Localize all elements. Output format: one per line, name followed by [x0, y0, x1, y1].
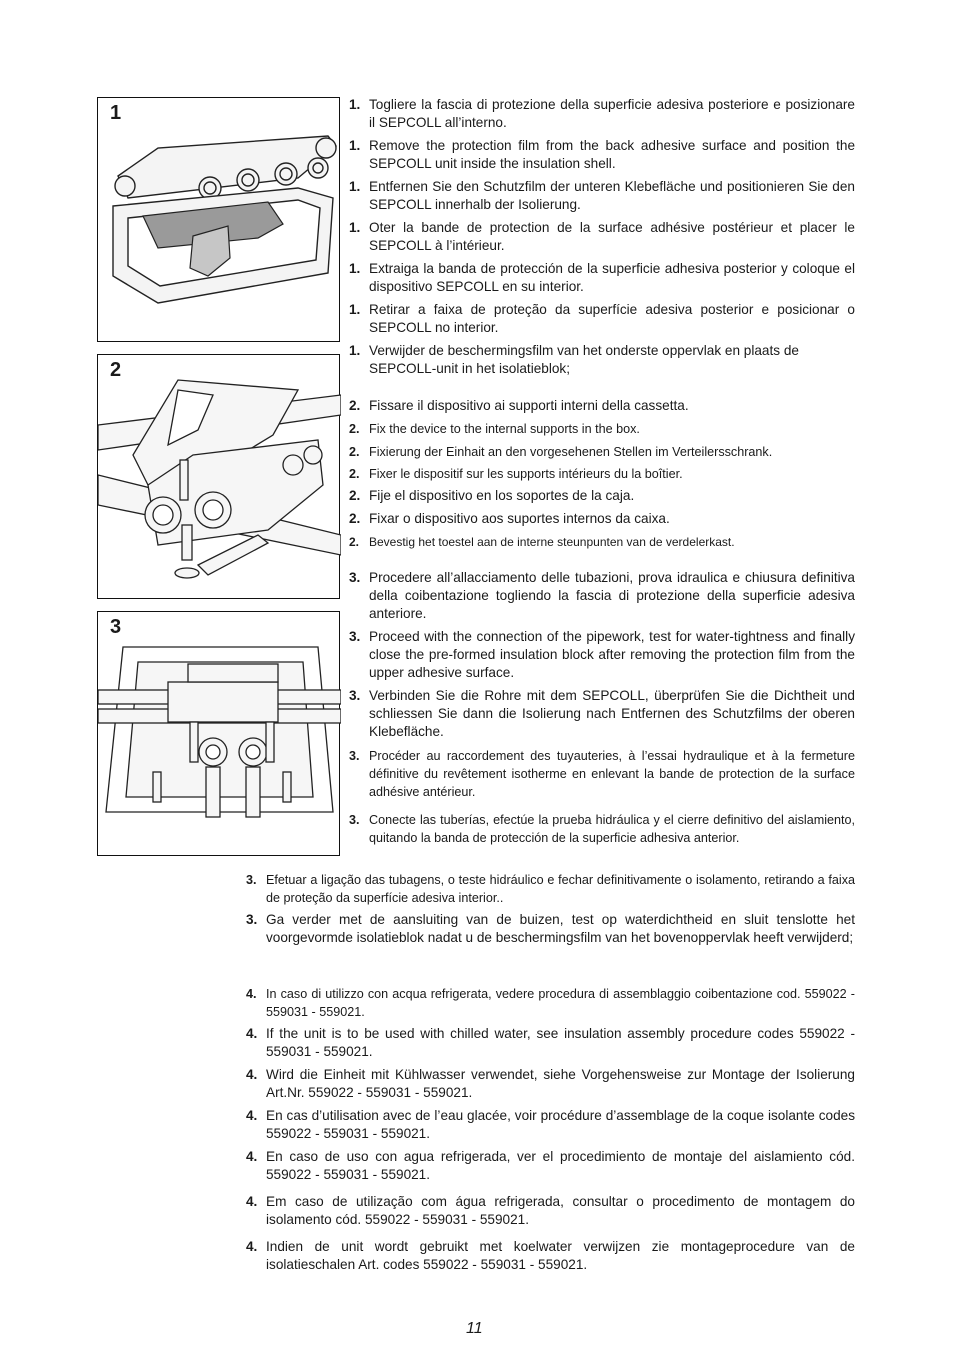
step4-it — [246, 985, 855, 1021]
step-text: Ga verder met de aansluiting van de buizen, test op waterdichtheid en sluit tenslotte het voorgevormde isolatieblok nadat u de beschermingsfilm van het bovenoppervlak heeft verwijderd; — [266, 912, 855, 945]
step-number: 1. — [349, 138, 361, 153]
step2-es — [349, 487, 855, 505]
step-number: 3. — [349, 688, 361, 703]
step3-fr — [349, 747, 855, 801]
figure-3 — [97, 611, 340, 856]
step-number: 4. — [246, 1026, 258, 1041]
step2-fr — [349, 465, 855, 483]
figure-1 — [97, 97, 340, 342]
step-number: 4. — [246, 1239, 258, 1254]
step-number: 4. — [246, 1108, 258, 1123]
step-number: 4. — [246, 1067, 258, 1082]
figure-2-number: 2 — [110, 359, 122, 381]
step2-pt — [349, 510, 855, 528]
step-text: Fixierung der Einhait an den vorgesehenen Stellen im Verteilersschrank. — [369, 445, 773, 459]
step-text: Efetuar a ligação das tubagens, o teste hidráulico e fechar definitivamente o isolamento, retirando a faixa de proteção da superfície adesiva interior.. — [266, 873, 855, 905]
step-text: Remove the protection film from the back adhesive surface and position the SEPCOLL unit inside the insulation shell. — [369, 138, 855, 171]
step-text: Entfernen Sie den Schutzfilm der unteren Klebefläche und positionieren Sie den SEPCOLL innerhalb der Isolierung. — [369, 179, 855, 212]
step-text: Verwijder de beschermingsfilm van het onderste oppervlak en plaats de SEPCOLL-unit in het isolatieblok; — [369, 343, 799, 376]
step3-it — [349, 569, 855, 623]
step-number: 1. — [349, 302, 361, 317]
step3-en — [349, 628, 855, 682]
step-text: Oter la bande de protection de la surface adhésive postérieur et placer le SEPCOLL à l’intérieur. — [369, 220, 855, 253]
step4-pt — [246, 1193, 855, 1229]
step-number: 3. — [349, 813, 360, 827]
step-text: En caso de uso con agua refrigerada, ver el procedimiento de montaje del aislamiento cód. 559022 - 559031 - 559021. — [266, 1149, 855, 1182]
figure-2 — [97, 354, 340, 599]
step-number: 4. — [246, 987, 257, 1001]
step-text: Fix the device to the internal supports in the box. — [369, 422, 640, 436]
step-text: Wird die Einheit mit Kühlwasser verwendet, siehe Vorgehensweise zur Montage der Isolierung Art.Nr. 559022 - 559031 - 559021. — [266, 1067, 855, 1100]
page-number: 11 — [466, 1320, 483, 1337]
step4-es — [246, 1148, 855, 1184]
step-text: Fissare il dispositivo ai supporti interni della cassetta. — [369, 398, 689, 413]
step-text: En cas d’utilisation avec de l’eau glacée, voir procédure d’assemblage de la coque isolante codes 559022 - 559031 - 559021. — [266, 1108, 855, 1141]
step3-nl — [246, 911, 855, 947]
step3-de — [349, 687, 855, 741]
step-number: 1. — [349, 261, 361, 276]
step-number: 1. — [349, 220, 361, 235]
step1-es — [349, 260, 855, 296]
step2-nl — [349, 533, 855, 551]
figure-2-illustration — [98, 355, 341, 600]
step4-fr — [246, 1107, 855, 1143]
step4-nl — [246, 1238, 855, 1274]
figure-1-illustration — [98, 98, 341, 343]
step-number: 1. — [349, 343, 361, 358]
step1-de — [349, 178, 855, 214]
step-number: 4. — [246, 1194, 258, 1209]
step-text: Retirar a faixa de proteção da superfície adesiva posterior e posicionar o SEPCOLL no interior. — [369, 302, 855, 335]
step2-en — [349, 420, 855, 438]
step-number: 2. — [349, 535, 360, 549]
figure-3-number: 3 — [110, 616, 122, 638]
step-number: 3. — [349, 749, 360, 763]
step-text: Bevestig het toestel aan de interne steunpunten van de verdelerkast. — [369, 535, 735, 549]
step4-de — [246, 1066, 855, 1102]
step3-pt — [246, 871, 855, 907]
step-text: Procéder au raccordement des tuyauteries, à l’essai hydraulique et à la fermeture définitive du revêtement isotherme en enlevant la bande de protection de la surface adhésive antérieur. — [369, 749, 855, 799]
step-text: Fije el dispositivo en los soportes de la caja. — [369, 488, 635, 503]
step-number: 3. — [349, 570, 361, 585]
step1-fr — [349, 219, 855, 255]
step2-de — [349, 443, 855, 461]
step-text: In caso di utilizzo con acqua refrigerata, vedere procedura di assemblaggio coibentazione cod. 559022 - 559031 - 559021. — [266, 987, 855, 1019]
step-text: Indien de unit wordt gebruikt met koelwater verwijzen zie montageprocedure van de isolatieschalen Art. codes 559022 - 559031 - 559021. — [266, 1239, 855, 1272]
step-text: Em caso de utilização com água refrigerada, consultar o procedimento de montagem do isolamento cód. 559022 - 559031 - 559021. — [266, 1194, 855, 1227]
step1-nl — [349, 342, 855, 378]
step-number: 1. — [349, 97, 361, 112]
step-text: Procedere all’allacciamento delle tubazioni, prova idraulica e chiusura definitiva della coibentazione togliendo la fascia di protezione della superficie adesiva anteriore. — [369, 570, 855, 621]
step-text: Extraiga la banda de protección de la superficie adhesiva posterior y coloque el dispositivo SEPCOLL en su interior. — [369, 261, 855, 294]
step-number: 2. — [349, 511, 361, 526]
step-text: Fixer le dispositif sur les supports intérieurs du la boîtier. — [369, 467, 683, 481]
figure-1-number: 1 — [110, 102, 122, 124]
step-number: 4. — [246, 1149, 258, 1164]
step-number: 2. — [349, 398, 361, 413]
step4-en — [246, 1025, 855, 1061]
step-number: 2. — [349, 445, 360, 459]
step-number: 3. — [349, 629, 361, 644]
step-text: Proceed with the connection of the pipework, test for water-tightness and finally close the pre-formed insulation block after removing the protection film from the upper adhesive surface. — [369, 629, 855, 680]
step-text: Fixar o dispositivo aos suportes internos da caixa. — [369, 511, 670, 526]
step1-pt — [349, 301, 855, 337]
step-number: 1. — [349, 179, 361, 194]
step-number: 3. — [246, 873, 257, 887]
step3-es — [349, 811, 855, 847]
step1-it — [349, 96, 855, 132]
step-number: 2. — [349, 488, 361, 503]
step-text: If the unit is to be used with chilled water, see insulation assembly procedure codes 559022 - 559031 - 559021. — [266, 1026, 855, 1059]
figure-3-illustration — [98, 612, 341, 857]
step-text: Togliere la fascia di protezione della superficie adesiva posteriore e posizionare il SEPCOLL all’interno. — [369, 97, 855, 130]
step1-en — [349, 137, 855, 173]
step-text: Verbinden Sie die Rohre mit dem SEPCOLL, überprüfen Sie die Dichtheit und schliessen Sie dann die Isolierung nach Entfernen des Schutzfilms der oberen Klebefläche. — [369, 688, 855, 739]
step-number: 2. — [349, 422, 360, 436]
step-number: 3. — [246, 912, 258, 927]
step-text: Conecte las tuberías, efectúe la prueba hidráulica y el cierre definitivo del aislamiento, quitando la banda de protección de la superficie adhesiva anterior. — [369, 813, 855, 845]
step-number: 2. — [349, 467, 360, 481]
step2-it — [349, 397, 855, 415]
